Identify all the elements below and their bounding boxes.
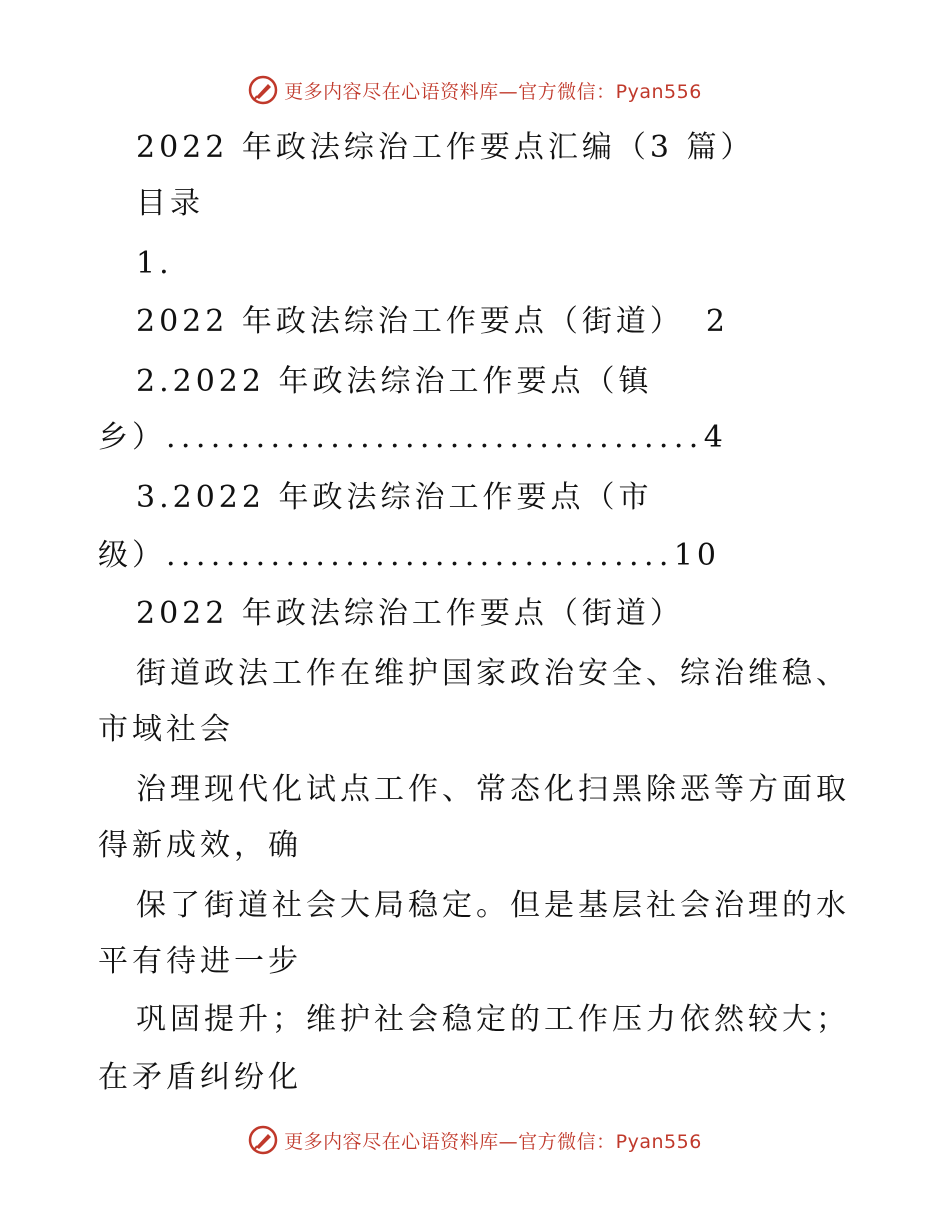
toc-item-3-line2[interactable] [98,536,720,576]
paragraph-1-line-1: 街道政法工作在维护国家政治安全、综治维稳、 [136,656,850,691]
section-title: 2022 年政法综治工作要点（街道） [136,596,684,631]
paragraph-4-line-2: 在矛盾纠纷化 [98,1060,302,1095]
paragraph-2-line-2: 得新成效，确 [98,828,302,863]
toc-item-1-number: 1. [136,246,173,281]
paragraph-3-line-2: 平有待进一步 [98,944,302,979]
toc-item-3-title[interactable]: 3.2022 年政法综治工作要点（市 [136,480,653,515]
paragraph-4-line-1: 巩固提升；维护社会稳定的工作压力依然较大； [136,1002,850,1037]
toc-item-2-page: 4 [703,420,727,455]
toc-dot-leader: .................................. [166,538,674,573]
toc-item-2-title-cont: 乡） [98,420,166,455]
toc-item-2-title[interactable]: 2.2022 年政法综治工作要点（镇 [136,364,653,399]
paragraph-1-line-2: 市域社会 [98,712,234,747]
quill-logo-icon [248,1125,278,1155]
toc-item-3-page: 10 [673,538,721,573]
header-banner-text: 更多内容尽在心语资料库—官方微信：Pyan556 [284,80,702,103]
toc-dot-leader: .................................... [166,420,704,455]
paragraph-3-line-1: 保了街道社会大局稳定。但是基层社会治理的水 [136,888,850,923]
toc-heading: 目录 [136,186,204,221]
toc-item-1[interactable] [136,302,729,342]
toc-item-3-title-cont: 级） [98,538,166,573]
quill-logo-icon [248,75,278,105]
toc-item-1-page: 2 [705,304,729,339]
toc-item-2-line2[interactable] [98,418,727,458]
footer-banner [0,1122,950,1158]
header-banner [0,72,950,108]
paragraph-2-line-1: 治理现代化试点工作、常态化扫黑除恶等方面取 [136,772,850,807]
toc-item-1-title: 2022 年政法综治工作要点（街道） [136,304,684,339]
document-title: 2022 年政法综治工作要点汇编（3 篇） [136,130,755,165]
footer-banner-text: 更多内容尽在心语资料库—官方微信：Pyan556 [284,1130,702,1153]
